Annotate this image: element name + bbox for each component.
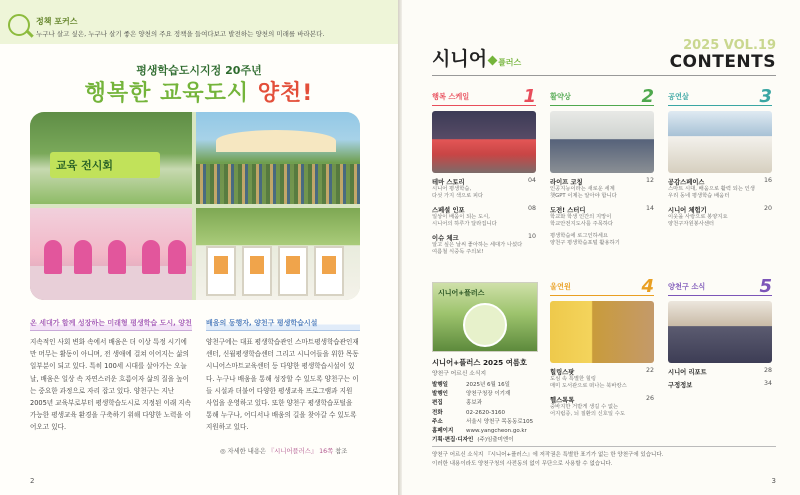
banner-sign <box>50 152 160 178</box>
display-panel <box>206 246 236 296</box>
contents-title: CONTENTS <box>669 52 776 72</box>
info-key: 발행인 <box>432 391 448 398</box>
info-key: 발행일 <box>432 382 448 388</box>
divider <box>432 75 776 76</box>
banner-text: 교육 전시회 <box>56 159 113 172</box>
entry-desc: 시니어 평생학습, 다섯 가지 색으로 피다 <box>432 186 484 200</box>
section-name: 공연살 <box>668 92 689 101</box>
entry-desc: 이웃을 사랑으로 봉양지요 양천구자원봉사센터 <box>668 213 728 228</box>
section-5 <box>668 276 772 389</box>
photo-outdoor-festival <box>196 112 360 204</box>
display-panel <box>314 246 344 296</box>
magnifier-icon <box>8 14 30 36</box>
entry-desc: 일상이 배움이 되는 도시, 시니어의 하루가 달라집니다 <box>432 213 497 228</box>
person <box>74 240 92 274</box>
issue-subtitle: 양천구 어르신 소식지 <box>432 371 487 377</box>
issue-title: 시니어+플러스 2025 여름호 <box>432 358 527 367</box>
homepage-link[interactable]: www.yangcheon.go.kr <box>466 428 527 435</box>
section-photo <box>550 301 654 363</box>
section-rule <box>550 105 654 106</box>
section-photo <box>550 111 654 173</box>
entry-title: 라이프 코칭 <box>550 179 583 186</box>
toc-entry[interactable] <box>668 177 772 201</box>
entry-title: 스페셜 인포 <box>432 206 465 214</box>
entry-page: 26 <box>645 394 654 402</box>
entry-title: 헬스톡톡 <box>550 396 575 404</box>
section-3 <box>668 86 772 229</box>
entry-title: 이슈 체크 <box>432 234 459 242</box>
column-b-heading: 배움의 동행자, 양천구 평생학습시설 <box>206 318 360 331</box>
entry-desc: 중바지만 거받게 생길 수 없는 어지럼증, 뇌 질환의 신호일 수도 <box>550 403 625 418</box>
issue-info <box>432 282 538 442</box>
info-value: (주)임출미엔이 <box>477 437 514 444</box>
info-value: 02-2620-3160 <box>466 409 505 416</box>
info-key: 편집 <box>432 400 443 407</box>
person <box>168 240 186 274</box>
section-rule <box>550 295 654 296</box>
info-key: 홈페이지 <box>432 428 454 435</box>
policy-focus-banner <box>0 0 398 44</box>
section-name: 활약상 <box>550 92 571 101</box>
info-row <box>432 381 538 390</box>
info-value: 홍보과 <box>466 400 482 407</box>
brand-plus: 플러스 <box>498 58 522 67</box>
entry-page: 12 <box>645 177 654 184</box>
info-row <box>432 418 538 427</box>
toc-entry[interactable] <box>668 205 772 229</box>
crowd <box>196 164 360 204</box>
right-page <box>402 0 800 495</box>
column-a-heading: 온 세대가 함께 성장하는 미래형 평생학습 도시, 양천 <box>30 318 192 331</box>
entry-title: 시니어 체험기 <box>668 206 707 214</box>
entry-page: 20 <box>763 204 772 212</box>
toc-entry[interactable] <box>432 233 536 257</box>
toc-entry[interactable] <box>668 380 772 389</box>
section-rule <box>668 105 772 106</box>
section-photo <box>432 111 536 173</box>
section-name: 행복 스케일 <box>432 92 470 101</box>
brand-main: 시니어 <box>432 48 488 70</box>
entry-title: 도전! 스터디 <box>550 206 586 214</box>
info-key: 주소 <box>432 418 443 425</box>
toc-entry[interactable] <box>550 395 654 419</box>
section-number: 1 <box>523 86 536 107</box>
entry-page: 16 <box>763 177 772 184</box>
photo-classroom <box>30 208 192 300</box>
section-number: 4 <box>641 276 654 297</box>
entry-page: 22 <box>645 367 654 374</box>
entry-title: 구정정보 <box>668 382 693 389</box>
person <box>44 240 62 274</box>
column-b-body: 양천구에는 대표 평생학습관인 스마트평생학습관인재센터, 신월평생학습센터 그리고 시니어들을 위한 목동시니어스마트교육센터 등 다양한 평생학습시설이 있다. 누구나 배움을 통해 성장할 수 있도록 양천구는 이들 시설과 더불어 다양한 평생교육 프로그램과 지원 사업을 운영하고 있다. 또한 양천구 평생학습포털을 통해 누구나, 어디서나 배움의 길을 찾아갈 수 있도록 지원하고 있다. <box>206 338 359 432</box>
person <box>142 240 160 274</box>
copyright-footnote: 양천구 어르신 소식지 『시니어+플러스』에 저작권은 특별한 표기가 없는 한 양천구에 있습니다. 이러한 내용이라도 양천구청의 사전동의 없이 무단으로 사용할 수 없습니다. <box>432 446 776 468</box>
photo-exhibition-banner <box>30 112 192 204</box>
toc-entry[interactable] <box>432 205 536 229</box>
info-row <box>432 436 538 445</box>
headline-red: 양천! <box>257 81 314 106</box>
focus-description: 누구나 살고 싶은, 누구나 살기 좋은 양천의 주요 정책을 들여다보고 발전하는 양천의 미래를 바라본다. <box>36 30 325 38</box>
section-name: 울연원 <box>550 282 571 291</box>
headline-title <box>0 76 398 107</box>
cover-circle <box>463 303 507 347</box>
section-rule <box>668 295 772 296</box>
page-number-left: 2 <box>30 477 35 485</box>
diamond-icon <box>488 56 498 66</box>
info-row <box>432 409 538 418</box>
entry-page: 10 <box>527 232 536 240</box>
section-number: 5 <box>759 276 772 297</box>
info-value: 서울시 양천구 목동동로105 <box>466 418 534 425</box>
left-page <box>0 0 398 495</box>
info-value: 양천구청장 이기재 <box>466 391 511 398</box>
info-key: 기획·편집·디자인 <box>432 437 474 444</box>
entry-desc: 평생학습에 로그인하세요 양천구 평생학습포털 활용하기 <box>550 232 620 247</box>
photo-collage <box>30 112 360 300</box>
entry-page: 34 <box>763 380 772 387</box>
entry-page: 14 <box>645 204 654 212</box>
cover-thumbnail <box>432 282 538 352</box>
section-photo <box>668 301 772 363</box>
entry-page: 28 <box>763 367 772 374</box>
toc-entry[interactable] <box>668 367 772 376</box>
entry-desc: 인공지능이라는 새로운 세계 챗GPT 이제는 알아야 합니다 <box>550 186 617 200</box>
see-more-reference: ◎ 자세한 내용은 『시니어플러스』 16쪽 참조 <box>220 448 348 455</box>
toc-entry[interactable] <box>550 205 654 229</box>
toc-entry[interactable] <box>550 233 654 248</box>
entry-title: 시니어 리포트 <box>668 369 707 376</box>
tent <box>216 130 336 152</box>
display-panel <box>242 246 272 296</box>
section-2 <box>550 86 654 247</box>
more-suffix: 참조 <box>333 448 348 455</box>
brand-logo <box>432 44 521 71</box>
section-4 <box>550 276 654 419</box>
info-row <box>432 427 538 436</box>
display-panel <box>278 246 308 296</box>
entry-page: 08 <box>527 204 536 212</box>
more-highlight: 『시니어플러스』 16쪽 <box>268 448 334 455</box>
info-key: 전화 <box>432 409 443 416</box>
section-number: 2 <box>641 86 654 107</box>
photo-display-panels <box>196 208 360 300</box>
info-value: 2025년 6월 16일 <box>466 382 510 388</box>
page-number-right: 3 <box>771 477 776 485</box>
section-name: 양천구 소식 <box>668 282 706 291</box>
entry-desc: 도심 속 특별한 힐링 매미 도서관으로 떠나는 북바캉스 <box>550 376 627 390</box>
toc-entry[interactable] <box>550 177 654 201</box>
entry-title: 공감스페이스 <box>668 179 705 186</box>
cover-logo: 시니어+플러스 <box>438 289 485 297</box>
entry-title: 힐링스팟 <box>550 369 575 376</box>
toc-entry[interactable] <box>432 177 536 201</box>
person <box>108 240 126 274</box>
entry-desc: 알고 싶은 날씨 좋아하는 세대가 나섰다 여름철 식중독 주의보! <box>432 241 523 256</box>
more-prefix: 자세한 내용은 <box>227 448 268 455</box>
toc-entry[interactable] <box>550 367 654 391</box>
headline-subtitle: 평생학습도시지정 20주년 <box>136 64 262 77</box>
focus-title: 정책 포커스 <box>36 17 78 26</box>
info-row <box>432 399 538 408</box>
section-1 <box>432 86 536 256</box>
entry-desc: 스마트 시대, 배움으로 활력 되는 인생 우리 동네 평생학습 배움터 <box>668 186 755 200</box>
entry-desc: 학교와 학생 인간의 지망이 학교안전지도사를 주목하다 <box>550 213 614 228</box>
column-a-body: 지속적인 사회 변화 속에서 배움은 더 이상 특정 시기에만 머무는 활동이 아니며, 전 생애에 걸쳐 이어지는 삶의 일부분이 되고 있다. 특히 100세 시대를 살아가는 오늘날, 배움은 일상 속 자연스러운 흐름이자 삶의 질을 높이는 중요한 과정으로 자리 잡고 있다. 양천구는 지난 2005년 교육부로부터 평생학습도시로 지정된 이래 지속 가능한 평생교육 환경을 구축하기 위해 다양한 노력을 이어오고 있다. <box>30 338 192 432</box>
entry-page: 04 <box>527 177 536 184</box>
entry-title: 테마 스토리 <box>432 179 465 186</box>
volume-label: 2025 VOL.19 <box>683 38 776 53</box>
section-number: 3 <box>759 86 772 107</box>
info-row <box>432 390 538 399</box>
section-rule <box>432 105 536 106</box>
section-photo <box>668 111 772 173</box>
headline-green: 행복한 교육도시 <box>84 81 258 106</box>
